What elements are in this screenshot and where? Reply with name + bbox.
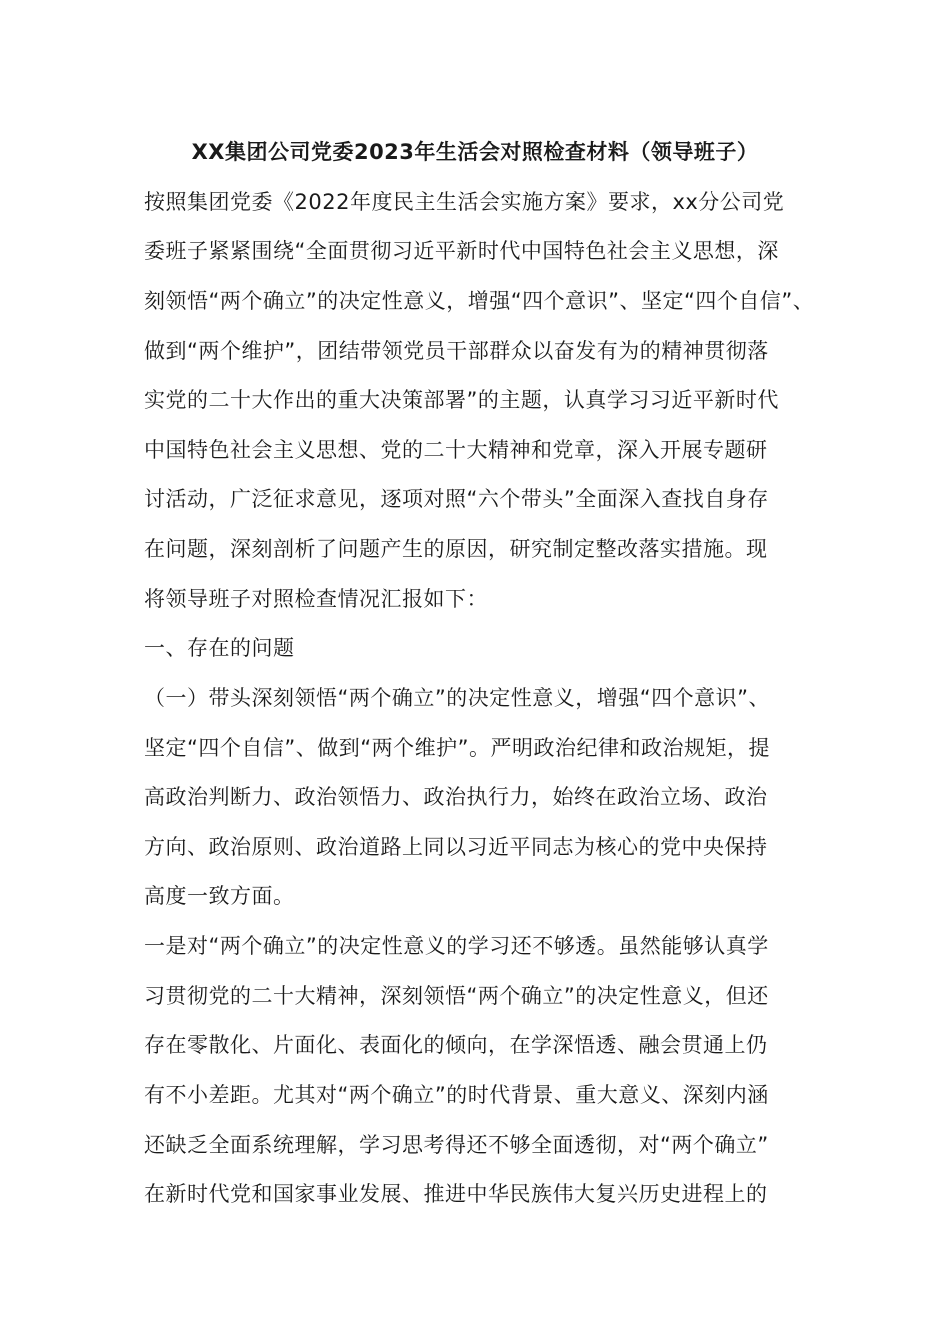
paragraph-line: 讨活动，广泛征求意见，逐项对照“六个带头”全面深入查找自身存	[144, 487, 769, 511]
subsection-heading-line: 坚定“四个自信”、做到“两个维护”。严明政治纪律和政治规矩，提	[144, 736, 771, 760]
subsection-heading-line: （一）带头深刻领悟“两个确立”的决定性意义，增强“四个意识”、	[144, 686, 771, 710]
subsection-heading-line: 高度一致方面。	[144, 884, 295, 908]
paragraph-line: 在新时代党和国家事业发展、推进中华民族伟大复兴历史进程上的	[144, 1182, 768, 1206]
paragraph-line: 委班子紧紧围绕“全面贯彻习近平新时代中国特色社会主义思想，深	[144, 239, 779, 263]
section-heading: 一、存在的问题	[144, 636, 295, 660]
paragraph-line: 做到“两个维护”，团结带领党员干部群众以奋发有为的精神贯彻落	[144, 339, 769, 363]
paragraph-line: 刻领悟“两个确立”的决定性意义，增强“四个意识”、坚定“四个自信”、	[144, 289, 815, 313]
paragraph-line: 还缺乏全面系统理解，学习思考得还不够全面透彻，对“两个确立”	[144, 1133, 769, 1157]
paragraph-line: 在问题，深刻剖析了问题产生的原因，研究制定整改落实措施。现	[144, 537, 768, 561]
document-title: XX集团公司党委2023年生活会对照检查材料（领导班子）	[191, 140, 759, 164]
paragraph-line: 存在零散化、片面化、表面化的倾向，在学深悟透、融会贯通上仍	[144, 1033, 768, 1057]
paragraph-line: 将领导班子对照检查情况汇报如下：	[144, 587, 488, 611]
subsection-heading-line: 高政治判断力、政治领悟力、政治执行力，始终在政治立场、政治	[144, 785, 768, 809]
subsection-heading-line: 方向、政治原则、政治道路上同以习近平同志为核心的党中央保持	[144, 835, 768, 859]
paragraph-line: 有不小差距。尤其对“两个确立”的时代背景、重大意义、深刻内涵	[144, 1083, 769, 1107]
paragraph-line: 按照集团党委《2022年度民主生活会实施方案》要求，xx分公司党	[144, 190, 785, 214]
paragraph-line: 一是对“两个确立”的决定性意义的学习还不够透。虽然能够认真学	[144, 934, 769, 958]
paragraph-line: 习贯彻党的二十大精神，深刻领悟“两个确立”的决定性意义，但还	[144, 984, 769, 1008]
paragraph-line: 实党的二十大作出的重大决策部署”的主题，认真学习习近平新时代	[144, 388, 779, 412]
paragraph-line: 中国特色社会主义思想、党的二十大精神和党章，深入开展专题研	[144, 438, 768, 462]
